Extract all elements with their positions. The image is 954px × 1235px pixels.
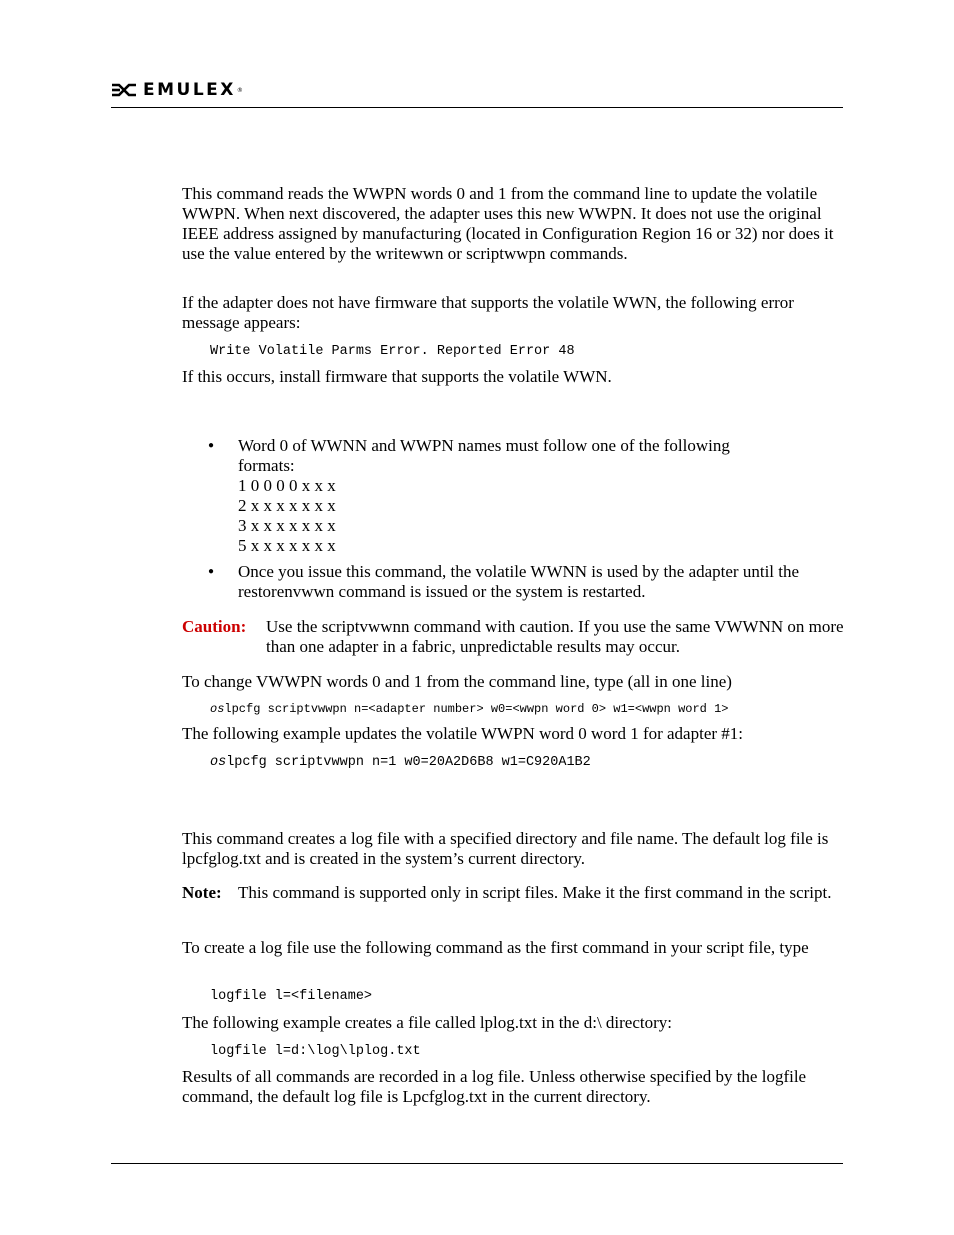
- logfile-syntax-code: logfile l=<filename>: [210, 989, 373, 1004]
- brand-name: EMULEX: [143, 80, 236, 100]
- bullet-marker-1: ●: [208, 440, 215, 451]
- example-code: [210, 755, 591, 771]
- bullet-volatile-wwnn: Once you issue this command, the volatile WWNN is used by the adapter until the restorenvwwn command is issued or the system is restarted.: [238, 562, 800, 601]
- header-rule: [111, 107, 843, 108]
- caution-label: Caution:: [182, 617, 247, 636]
- caution-text: Use the scriptvwwnn command with caution. If you use the same VWWNN on more than one adapter in a fabric, unpredictable results may occur.: [266, 617, 844, 656]
- bullet-word0-formats: [238, 436, 844, 556]
- format-line: 5 x x x x x x x: [238, 536, 336, 555]
- note-label: Note:: [182, 883, 222, 902]
- firmware-note: If the adapter does not have firmware that supports the volatile WWN, the following error message appears:: [182, 293, 794, 332]
- trademark-symbol: ®: [236, 86, 243, 94]
- scriptvwwpn-intro: This command reads the WWPN words 0 and 1 from the command line to update the volatile WWPN. When next discovered, the adapter uses this new WWPN. It does not use the original IEEE address assigned by manufacturing (located in Configuration Region 16 or 32) nor does it use the value entered by the writewwn or scriptwwpn commands.: [182, 184, 834, 263]
- note-text: This command is supported only in script files. Make it the first command in the script.: [238, 883, 832, 902]
- create-instruction: To create a log file use the following command as the first command in your script file, type: [182, 938, 809, 957]
- logfile-example-text: The following example creates a file called lplog.txt in the d:\ directory:: [182, 1013, 672, 1032]
- bullet-line: formats:: [238, 456, 295, 475]
- emulex-logo: [111, 80, 243, 100]
- logfile-example-code: logfile l=d:\log\lplog.txt: [210, 1044, 421, 1059]
- format-line: 1 0 0 0 0 x x x: [238, 476, 336, 495]
- error-message-code: Write Volatile Parms Error. Reported Error 48: [210, 344, 575, 359]
- format-line: 3 x x x x x x x: [238, 516, 336, 535]
- os-prefix: os: [210, 702, 225, 716]
- example-command: lpcfg scriptvwwpn n=1 w0=20A2D6B8 w1=C920A1B2: [226, 755, 591, 770]
- bullet-line: Word 0 of WWNN and WWPN names must follow one of the following: [238, 436, 730, 455]
- footer-rule: [111, 1163, 843, 1164]
- example-text: The following example updates the volatile WWPN word 0 word 1 for adapter #1:: [182, 724, 744, 743]
- syntax-command: lpcfg scriptvwwpn n=<adapter number> w0=<wwpn word 0> w1=<wwpn word 1>: [224, 702, 729, 716]
- logfile-intro: This command creates a log file with a specified directory and file name. The default log file is lpcfglog.txt and is created in the system’s current directory.: [182, 829, 829, 868]
- results-text: Results of all commands are recorded in a log file. Unless otherwise specified by the logfile command, the default log file is Lpcfglog.txt in the current directory.: [182, 1067, 807, 1106]
- emulex-logo-icon: [111, 82, 137, 98]
- format-line: 2 x x x x x x x: [238, 496, 336, 515]
- syntax-code: [210, 701, 729, 717]
- change-instruction: To change VWWPN words 0 and 1 from the command line, type (all in one line): [182, 672, 732, 691]
- os-prefix: os: [210, 755, 227, 770]
- install-note: If this occurs, install firmware that supports the volatile WWN.: [182, 367, 612, 386]
- bullet-marker-2: ●: [208, 566, 215, 577]
